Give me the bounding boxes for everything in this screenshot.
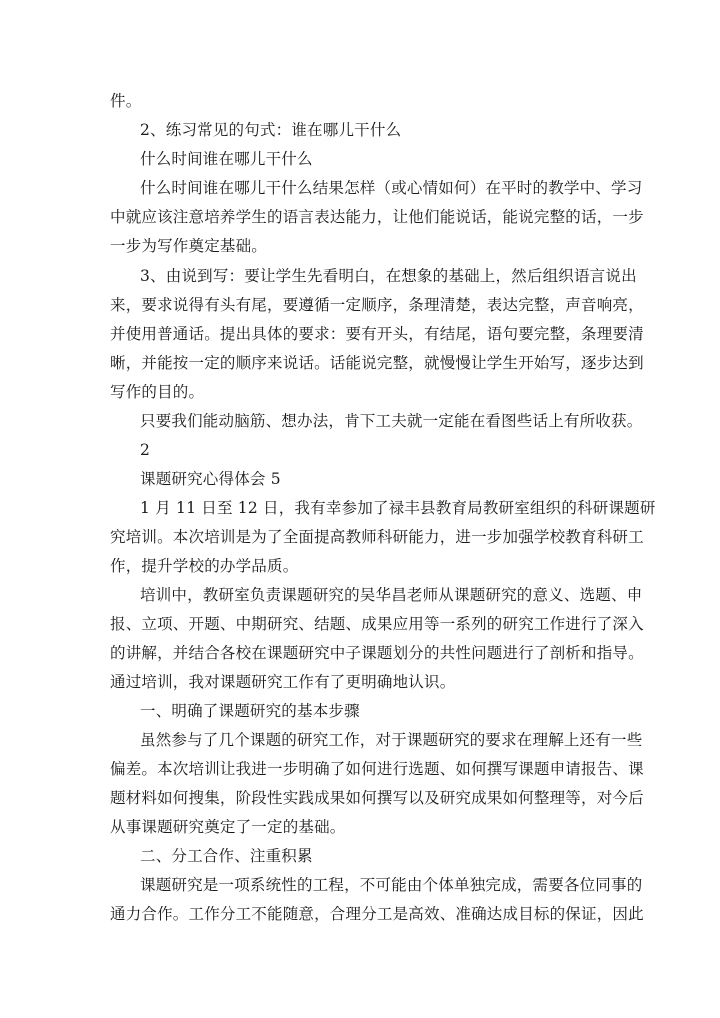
text-line: 一步为写作奠定基础。: [110, 237, 268, 255]
text-line: 通力合作。工作分工不能随意，合理分工是高效、准确达成目标的保证，因此: [110, 905, 644, 923]
text-line: 3、由说到写：要让学生先看明白，在想象的基础上，然后组织语言说出: [140, 267, 637, 285]
text-line: 什么时间谁在哪儿干什么: [140, 150, 313, 168]
subheading: 二、分工合作、注重积累: [140, 847, 313, 865]
subheading: 一、明确了课题研究的基本步骤: [140, 702, 360, 720]
text-line: 件。: [110, 92, 142, 110]
text-line: 课题研究是一项系统性的工程，不可能由个体单独完成，需要各位同事的: [140, 876, 643, 894]
text-line: 晰，并能按一定的顺序来说话。话能说完整，就慢慢让学生开始写，逐步达到: [110, 354, 644, 372]
text-line: 通过培训，我对课题研究工作有了更明确地认识。: [110, 673, 456, 691]
text-line: 什么时间谁在哪儿干什么结果怎样（或心情如何）在平时的教学中、学习: [140, 179, 643, 197]
text-line: 报、立项、开题、中期研究、结题、成果应用等一系列的研究工作进行了深入: [110, 615, 644, 633]
text-line: 的讲解，并结合各校在课题研究中子课题划分的共性问题进行了剖析和指导。: [110, 644, 644, 662]
text-line: 培训中，教研室负责课题研究的吴华昌老师从课题研究的意义、选题、申: [140, 586, 643, 604]
text-line: 写作的目的。: [110, 383, 205, 401]
text-line: 2、练习常见的句式：谁在哪儿干什么: [140, 121, 402, 139]
text-line: 从事课题研究奠定了一定的基础。: [110, 818, 346, 836]
text-line: 只要我们能动脑筋、想办法，肯下工夫就一定能在看图些话上有所收获。: [140, 412, 643, 430]
text-line: 中就应该注意培养学生的语言表达能力，让他们能说话，能说完整的话，一步: [110, 208, 644, 226]
page-number: 2: [140, 441, 151, 459]
text-line: 1 月 11 日至 12 日，我有幸参加了禄丰县教育局教研室组织的科研课题研: [140, 499, 656, 517]
text-line: 究培训。本次培训是为了全面提高教师科研能力，进一步加强学校教育科研工: [110, 528, 644, 546]
text-line: 作，提升学校的办学品质。: [110, 557, 299, 575]
text-line: 并使用普通话。提出具体的要求：要有开头，有结尾，语句要完整，条理要清: [110, 325, 644, 343]
text-line: 偏差。本次培训让我进一步明确了如何进行选题、如何撰写课题申请报告、课: [110, 760, 644, 778]
text-line: 题材料如何搜集，阶段性实践成果如何撰写以及研究成果如何整理等，对今后: [110, 789, 644, 807]
section-title: 课题研究心得体会 5: [140, 470, 281, 488]
text-line: 来，要求说得有头有尾，要遵循一定顺序，条理清楚，表达完整，声音响亮，: [110, 296, 644, 314]
text-line: 虽然参与了几个课题的研究工作，对于课题研究的要求在理解上还有一些: [140, 731, 643, 749]
